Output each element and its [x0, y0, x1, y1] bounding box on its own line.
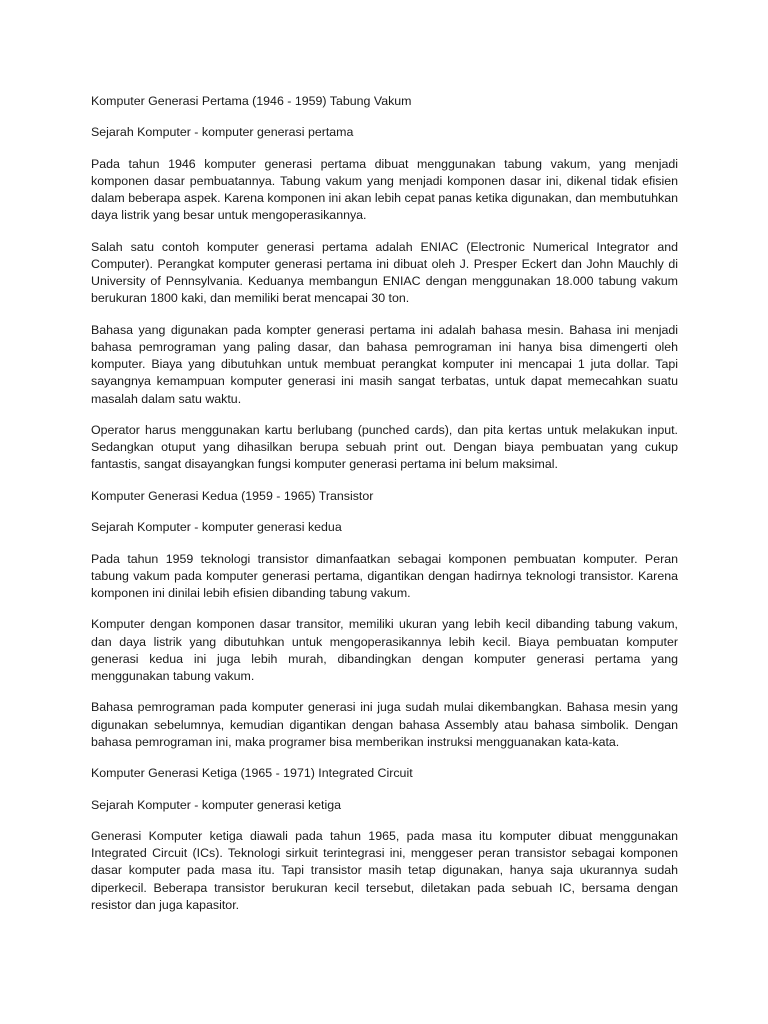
paragraph: Pada tahun 1946 komputer generasi pertama dibuat menggunakan tabung vakum, yang menjadi komponen dasar pembuatannya. Tabung vakum yang menjadi komponen dasar ini, dikenal tidak efisien dalam beberapa aspek. Karena komponen ini akan lebih cepat panas ketika digunakan, dan membutuhkan daya listrik yang besar untuk mengoperasikannya.	[91, 156, 678, 223]
section-subheading-generasi-ketiga: Sejarah Komputer - komputer generasi ketiga	[91, 797, 342, 812]
paragraph: Bahasa yang digunakan pada kompter generasi pertama ini adalah bahasa mesin. Bahasa ini menjadi bahasa pemrograman yang paling dasar, dan bahasa pemrograman ini hanya bisa dimengerti oleh komputer. Biaya yang dibutuhkan untuk membuat perangkat komputer ini mencapai 1 juta dollar. Tapi sayangnya kemampuan komputer generasi ini masih sangat terbatas, untuk dapat memecahkan suatu masalah dalam satu waktu.	[91, 322, 678, 406]
paragraph: Pada tahun 1959 teknologi transistor dimanfaatkan sebagai komponen pembuatan komputer. Peran tabung vakum pada komputer generasi pertama, digantikan dengan hadirnya teknologi transistor. Karena komponen ini dinilai lebih efisien dibanding tabung vakum.	[91, 551, 678, 600]
paragraph: Operator harus menggunakan kartu berlubang (punched cards), dan pita kertas untuk melakukan input. Sedangkan otuput yang dihasilkan berupa sebuah print out. Dengan biaya pembuatan yang cukup fantastis, sangat disayangkan fungsi komputer generasi pertama ini belum maksimal.	[91, 422, 678, 472]
section-subheading-generasi-pertama: Sejarah Komputer - komputer generasi pertama	[91, 125, 354, 140]
section-heading-generasi-kedua: Komputer Generasi Kedua (1959 - 1965) Transistor	[91, 488, 374, 503]
paragraph: Generasi Komputer ketiga diawali pada tahun 1965, pada masa itu komputer dibuat menggunakan Integrated Circuit (ICs). Teknologi sirkuit terintegrasi ini, menggeser peran transistor sebagai komponen dasar komputer pada masa itu. Tapi transistor masih tetap digunakan, hanya saja ukurannya sudah diperkecil. Beberapa transistor berukuran kecil tersebut, diletakan pada sebuah IC, bersama dengan resistor dan juga kapasitor.	[91, 828, 678, 912]
paragraph: Komputer dengan komponen dasar transitor, memiliki ukuran yang lebih kecil dibanding tabung vakum, dan daya listrik yang dibutuhkan untuk mengoperasikannya lebih kecil. Biaya pembuatan komputer generasi kedua ini juga lebih murah, dibandingkan dengan komputer generasi pertama yang menggunakan tabung vakum.	[91, 617, 678, 683]
section-heading-generasi-pertama: Komputer Generasi Pertama (1946 - 1959) Tabung Vakum	[91, 94, 412, 108]
paragraph: Salah satu contoh komputer generasi pertama adalah ENIAC (Electronic Numerical Integrator and Computer). Perangkat komputer generasi pertama ini dibuat oleh J. Presper Eckert dan John Mauchly di University of Pennsylvania. Keduanya membangun ENIAC dengan menggunakan 18.000 tabung vakum berukuran 1800 kaki, dan memiliki berat mencapai 30 ton.	[91, 239, 678, 306]
section-heading-generasi-ketiga: Komputer Generasi Ketiga (1965 - 1971) Integrated Circuit	[91, 766, 413, 781]
paragraph: Bahasa pemrograman pada komputer generasi ini juga sudah mulai dikembangkan. Bahasa mesin yang digunakan sebelumnya, kemudian digantikan dengan bahasa Assembly atau bahasa simbolik. Dengan bahasa pemrograman ini, maka programer bisa memberikan instruksi mengguanakan kata-kata.	[91, 700, 678, 749]
section-subheading-generasi-kedua: Sejarah Komputer - komputer generasi kedua	[91, 520, 342, 535]
